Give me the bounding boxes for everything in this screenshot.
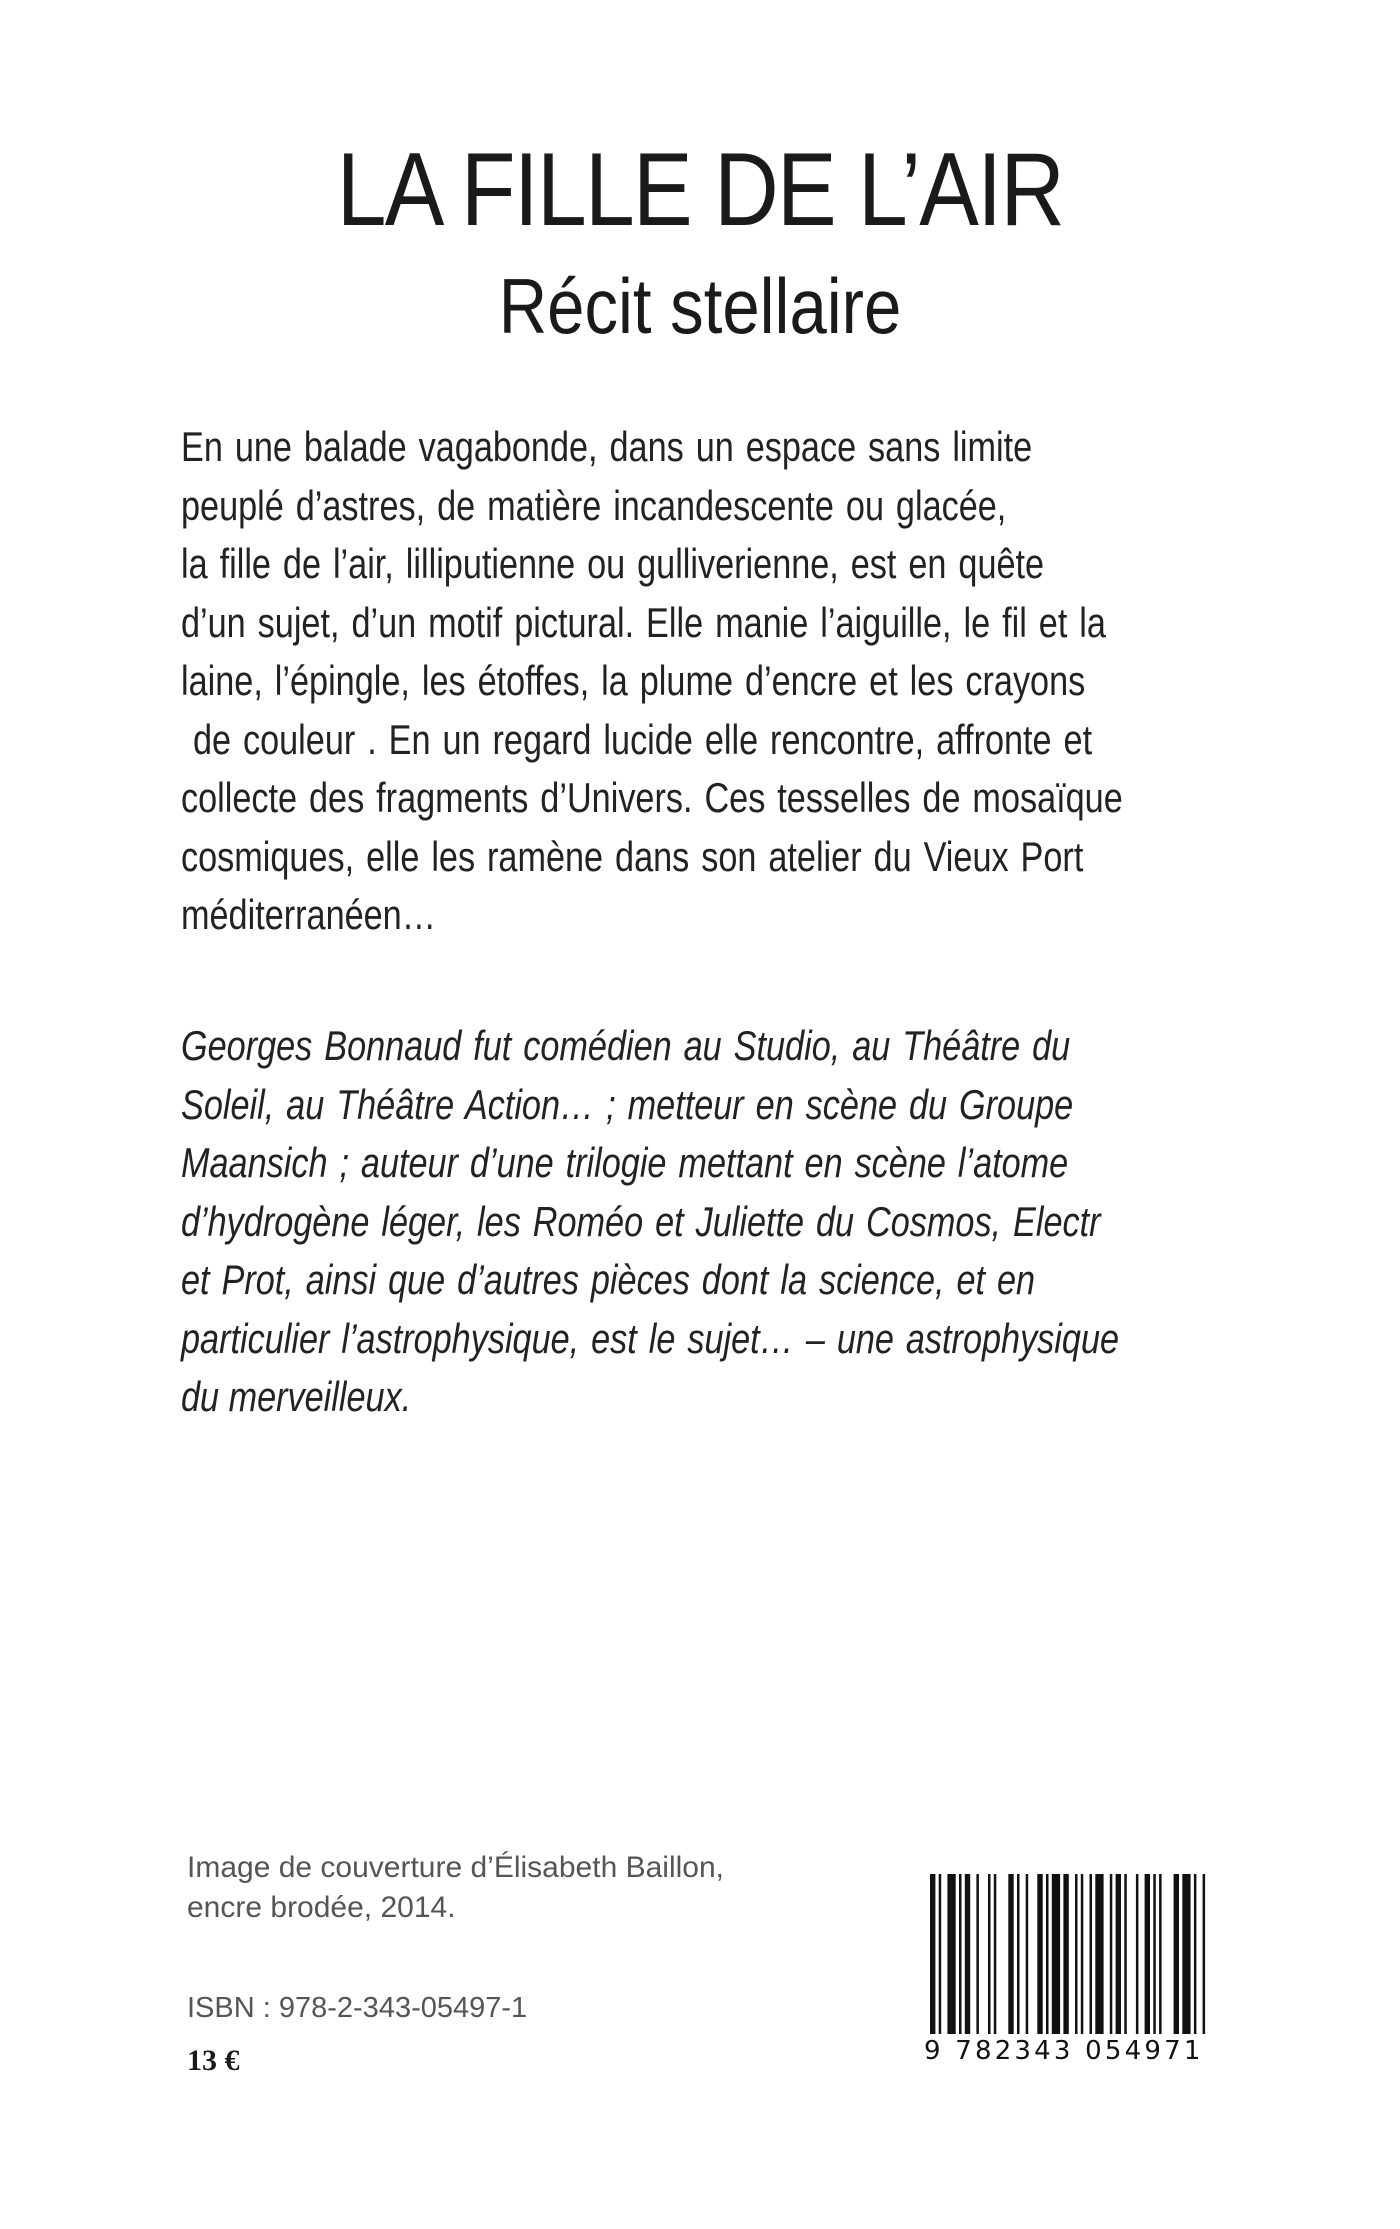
barcode-bar (1124, 1874, 1127, 2034)
barcode-bar (965, 1874, 970, 2034)
barcode-bar (1026, 1874, 1029, 2034)
isbn-label: ISBN : 978-2-343-05497-1 (187, 1992, 528, 2024)
synopsis-line: d’un sujet, d’un motif pictural. Elle manie l’aiguille, le fil et la (181, 598, 1106, 646)
credit-line: Image de couverture d’Élisabeth Baillon, (187, 1851, 724, 1884)
barcode-bar (1095, 1874, 1103, 2034)
barcode-bar (1037, 1874, 1042, 2034)
barcode-bar (976, 1874, 979, 2034)
synopsis-line: En une balade vagabonde, dans un espace sans limite (181, 423, 1033, 470)
barcode-bar (1203, 1874, 1206, 2034)
barcode-bar (988, 1874, 991, 2034)
bio-line: particulier l’astrophysique, est le sujet… – une astrophysique (181, 1314, 1120, 1362)
barcode-bar (959, 1874, 962, 2034)
credit-line: encre brodée, 2014. (187, 1891, 456, 1924)
barcode-bar (1136, 1874, 1139, 2034)
barcode-bar (1159, 1874, 1162, 2034)
barcode-bar (1116, 1874, 1121, 2034)
bio-line (181, 1017, 1071, 1076)
barcode-bar (994, 1874, 997, 2034)
bio-first-line-rest: fut comédien au Studio, au Théâtre du (461, 1022, 1071, 1069)
bio-line: d’hydrogène léger, les Roméo et Juliette du Cosmos, Electr (181, 1197, 1101, 1245)
bio-line: Maansich ; auteur d’une trilogie mettant en scène l’atome (181, 1139, 1069, 1186)
book-subtitle: Récit stellaire (498, 262, 902, 350)
barcode-bar (1081, 1874, 1084, 2034)
barcode-bar (1182, 1874, 1190, 2034)
bio-line: Soleil, au Théâtre Action… ; metteur en scène du Groupe (181, 1080, 1074, 1128)
book-title: LA FILLE DE L’AIR (336, 132, 1064, 248)
barcode-bar (1052, 1874, 1060, 2034)
barcode-bar (1194, 1874, 1197, 2034)
barcode-bar (1075, 1874, 1078, 2034)
barcode-bars (924, 1874, 1214, 2039)
synopsis-line: méditerranéen… (181, 891, 436, 938)
barcode-bar (930, 1874, 935, 2034)
barcode-bar (1063, 1874, 1068, 2034)
synopsis-line: de couleur . En un regard lucide elle rencontre, affronte et (181, 715, 1093, 763)
synopsis (181, 418, 1181, 945)
barcode-bar (1110, 1874, 1113, 2034)
barcode-bar (1153, 1874, 1156, 2034)
barcode-bar (1174, 1874, 1179, 2034)
synopsis-line: collecte des fragments d’Univers. Ces tesselles de mosaïque (181, 774, 1123, 821)
barcode-bar (1046, 1874, 1049, 2034)
barcode-bar (1145, 1874, 1150, 2034)
barcode-bar (1008, 1874, 1013, 2034)
bio-line: du merveilleux. (181, 1373, 412, 1420)
synopsis-line: la fille de l’air, lilliputienne ou gulliverienne, est en quête (181, 540, 1045, 587)
barcode-bar (1090, 1874, 1093, 2034)
barcode-digits: 9 782343 054971 (924, 2036, 1204, 2066)
barcode-bar (939, 1874, 942, 2034)
price-label: 13 € (187, 2044, 240, 2077)
barcode-bar (947, 1874, 955, 2034)
author-bio (181, 1017, 1181, 1427)
synopsis-line: peuplé d’astres, de matière incandescente ou glacée, (181, 481, 1007, 529)
synopsis-line: laine, l’épingle, les étoffes, la plume d’encre et les crayons (181, 657, 1086, 704)
bio-line: et Prot, ainsi que d’autres pièces dont la science, et en (181, 1256, 1036, 1303)
cover-image-credit (187, 1848, 724, 1928)
barcode-bar (1017, 1874, 1020, 2034)
synopsis-line: cosmiques, elle les ramène dans son atelier du Vieux Port (181, 832, 1084, 880)
author-name: Georges Bonnaud (181, 1022, 462, 1069)
